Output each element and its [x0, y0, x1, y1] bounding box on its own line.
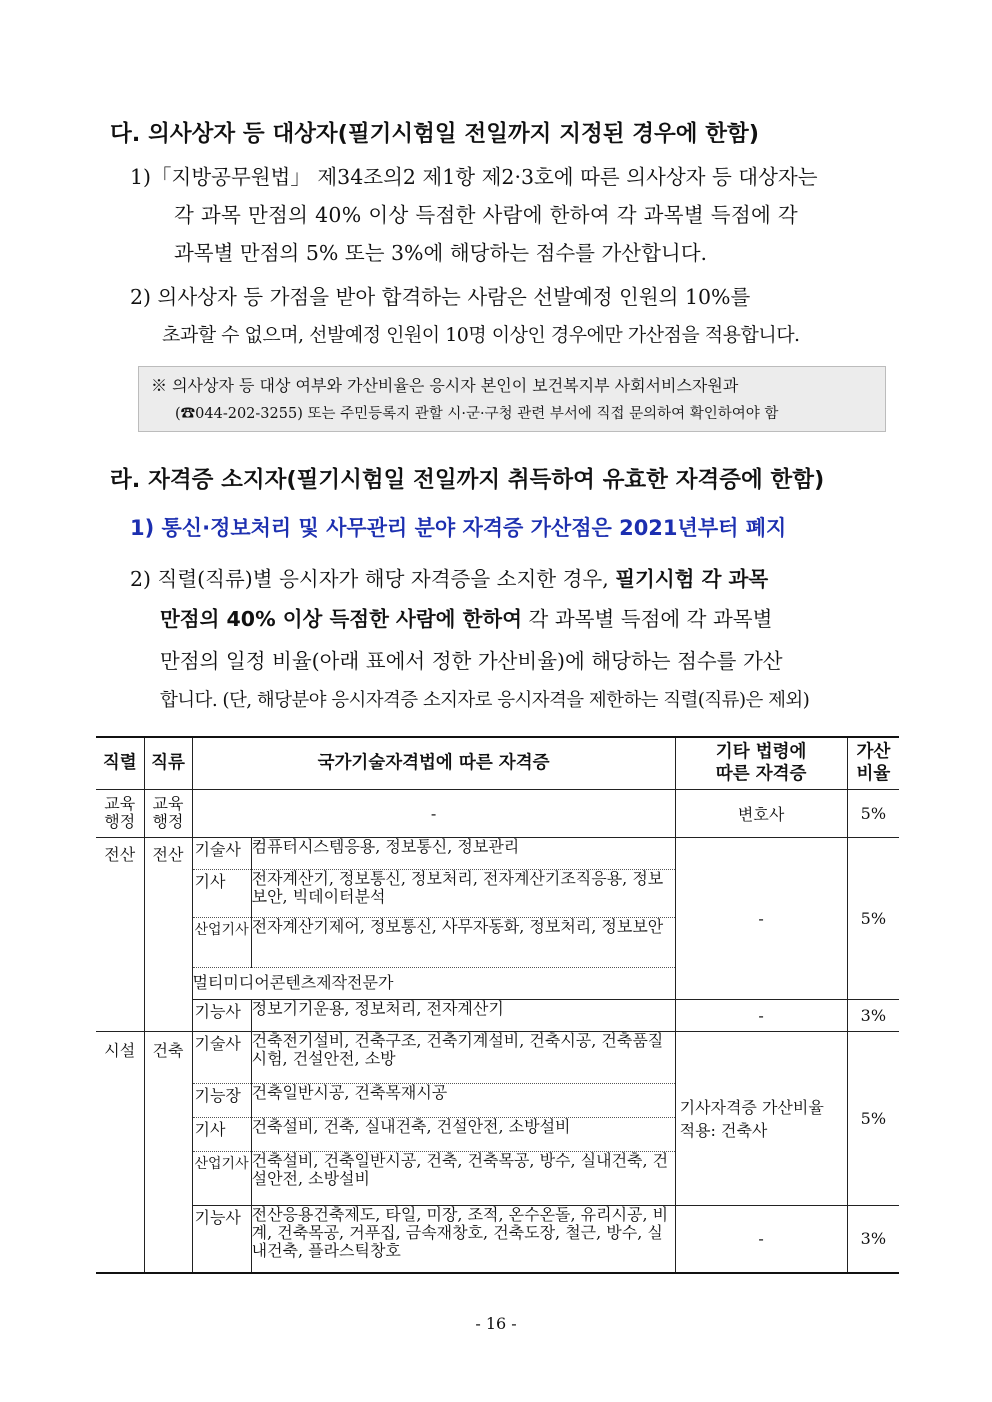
edu-jikryu: 교육 행정	[144, 789, 192, 837]
fac-items-1: 건축전기설비, 건축구조, 건축기계설비, 건축시공, 건축품질시험, 건설안전, 소방	[251, 1031, 675, 1083]
note-line1: ※ 의사상자 등 대상 여부와 가산비율은 응시자 본인이 보건복지부 사회서비스자원과	[151, 376, 739, 395]
section-ra-p1: 1) 통신·정보처리 및 사무관리 분야 자격증 가산점은 2021년부터 폐지	[130, 516, 787, 540]
edu-national: -	[192, 789, 675, 837]
fac-jikryu: 건축	[144, 1031, 192, 1273]
header-other-cert-line1: 기타 법령에	[715, 742, 807, 763]
section-ra-p2-line1-b: 필기시험 각 과목	[615, 567, 769, 591]
edu-jikryeol: 교육 행정	[96, 789, 144, 837]
fac-items-4: 건축설비, 건축일반시공, 건축, 건축목공, 방수, 실내건축, 건설안전, 소방설비	[251, 1151, 675, 1205]
certificate-table	[96, 736, 899, 1274]
fac-jikryeol: 시설	[96, 1031, 144, 1273]
header-rate	[847, 737, 899, 789]
section-da-p1-line2: 각 과목 만점의 40% 이상 득점한 사람에 한하여 각 과목별 득점에 각	[174, 203, 799, 227]
fac-other-last: -	[675, 1205, 847, 1273]
note-line2: (☎044-202-3255) 또는 주민등록지 관할 시·군·구청 관련 부서에 직접 문의하여 확인하여야 함	[175, 406, 779, 422]
fac-rate-main: 5%	[847, 1031, 899, 1205]
it-rate-last: 3%	[847, 999, 899, 1031]
edu-other: 변호사	[675, 789, 847, 837]
it-items-1: 컴퓨터시스템응용, 정보통신, 정보관리	[251, 837, 675, 869]
it-cat-2: 기사	[192, 869, 251, 917]
section-da-p1-line1: 1)「지방공무원법」 제34조의2 제1항 제2·3호에 따른 의사상자 등 대상자는	[130, 165, 818, 189]
it-jikryu: 전산	[144, 837, 192, 1031]
edu-rate: 5%	[847, 789, 899, 837]
section-da-heading: 다. 의사상자 등 대상자(필기시험일 전일까지 지정된 경우에 한함)	[110, 121, 760, 147]
section-ra-p2-line3: 만점의 일정 비율(아래 표에서 정한 가산비율)에 해당하는 점수를 가산	[160, 649, 783, 673]
it-jikryeol: 전산	[96, 837, 144, 1031]
it-items-3: 전자계산기제어, 정보통신, 사무자동화, 정보처리, 정보보안	[251, 917, 675, 967]
section-da-p2-line1: 2) 의사상자 등 가점을 받아 합격하는 사람은 선발예정 인원의 10%를	[130, 285, 751, 309]
section-da-p2-line2: 초과할 수 없으며, 선발예정 인원이 10명 이상인 경우에만 가산점을 적용합니다.	[162, 324, 800, 346]
page-number: - 16 -	[475, 1314, 517, 1333]
fac-cat-4: 산업기사	[192, 1151, 251, 1205]
section-ra-p2-line2-b: 각 과목별 득점에 각 과목별	[522, 607, 773, 631]
it-items-5: 정보기기운용, 정보처리, 전자계산기	[251, 999, 675, 1031]
it-items-2: 전자계산기, 정보통신, 정보처리, 전자계산기조직응용, 정보보안, 빅데이터분석	[251, 869, 675, 917]
header-national-cert: 국가기술자격법에 따른 자격증	[192, 737, 675, 789]
it-items-4: 멀티미디어콘텐츠제작전문가	[192, 973, 394, 992]
fac-items-5: 전산응용건축제도, 타일, 미장, 조적, 온수온돌, 유리시공, 비계, 건축목공, 거푸집, 금속재창호, 건축도장, 철근, 방수, 실내건축, 플라스틱창호	[251, 1205, 675, 1273]
it-cat-1: 기술사	[192, 837, 251, 869]
header-rate-line2: 비율	[856, 764, 891, 785]
section-ra-p2-line4: 합니다. (단, 해당분야 응시자격증 소지자로 응시자격을 제한하는 직렬(직류)은 제외)	[160, 690, 810, 711]
header-jikryu: 직류	[144, 737, 192, 789]
it-other-main: -	[675, 837, 847, 999]
fac-cat-2: 기능장	[192, 1083, 251, 1117]
section-ra-p2-line2	[160, 600, 772, 638]
header-rate-line1: 가산	[856, 742, 891, 763]
fac-items-2: 건축일반시공, 건축목재시공	[251, 1083, 675, 1117]
header-other-cert	[675, 737, 847, 789]
header-jikryeol: 직렬	[96, 737, 144, 789]
it-cat-3: 산업기사	[192, 917, 251, 967]
section-ra-heading: 라. 자격증 소지자(필기시험일 전일까지 취득하여 유효한 자격증에 한함)	[110, 467, 825, 493]
fac-rate-last: 3%	[847, 1205, 899, 1273]
header-other-cert-line2: 따른 자격증	[715, 764, 807, 785]
note-box	[138, 366, 886, 432]
section-ra-p2-line2-a: 만점의 40% 이상 득점한 사람에 한하여	[160, 607, 522, 631]
it-rate-main: 5%	[847, 837, 899, 999]
fac-items-3: 건축설비, 건축, 실내건축, 건설안전, 소방설비	[251, 1117, 675, 1151]
section-ra-p2-line1-a: 2) 직렬(직류)별 응시자가 해당 자격증을 소지한 경우,	[130, 567, 616, 591]
it-cat-5: 기능사	[192, 999, 251, 1031]
section-ra-p2-line1	[130, 560, 768, 598]
fac-cat-3: 기사	[192, 1117, 251, 1151]
fac-cat-5: 기능사	[192, 1205, 251, 1273]
it-other-last: -	[675, 999, 847, 1031]
section-da-p1-line3: 과목별 만점의 5% 또는 3%에 해당하는 점수를 가산합니다.	[174, 241, 708, 265]
fac-cat-1: 기술사	[192, 1031, 251, 1083]
fac-other-main: 기사자격증 가산비율 적용: 건축사	[675, 1031, 847, 1205]
